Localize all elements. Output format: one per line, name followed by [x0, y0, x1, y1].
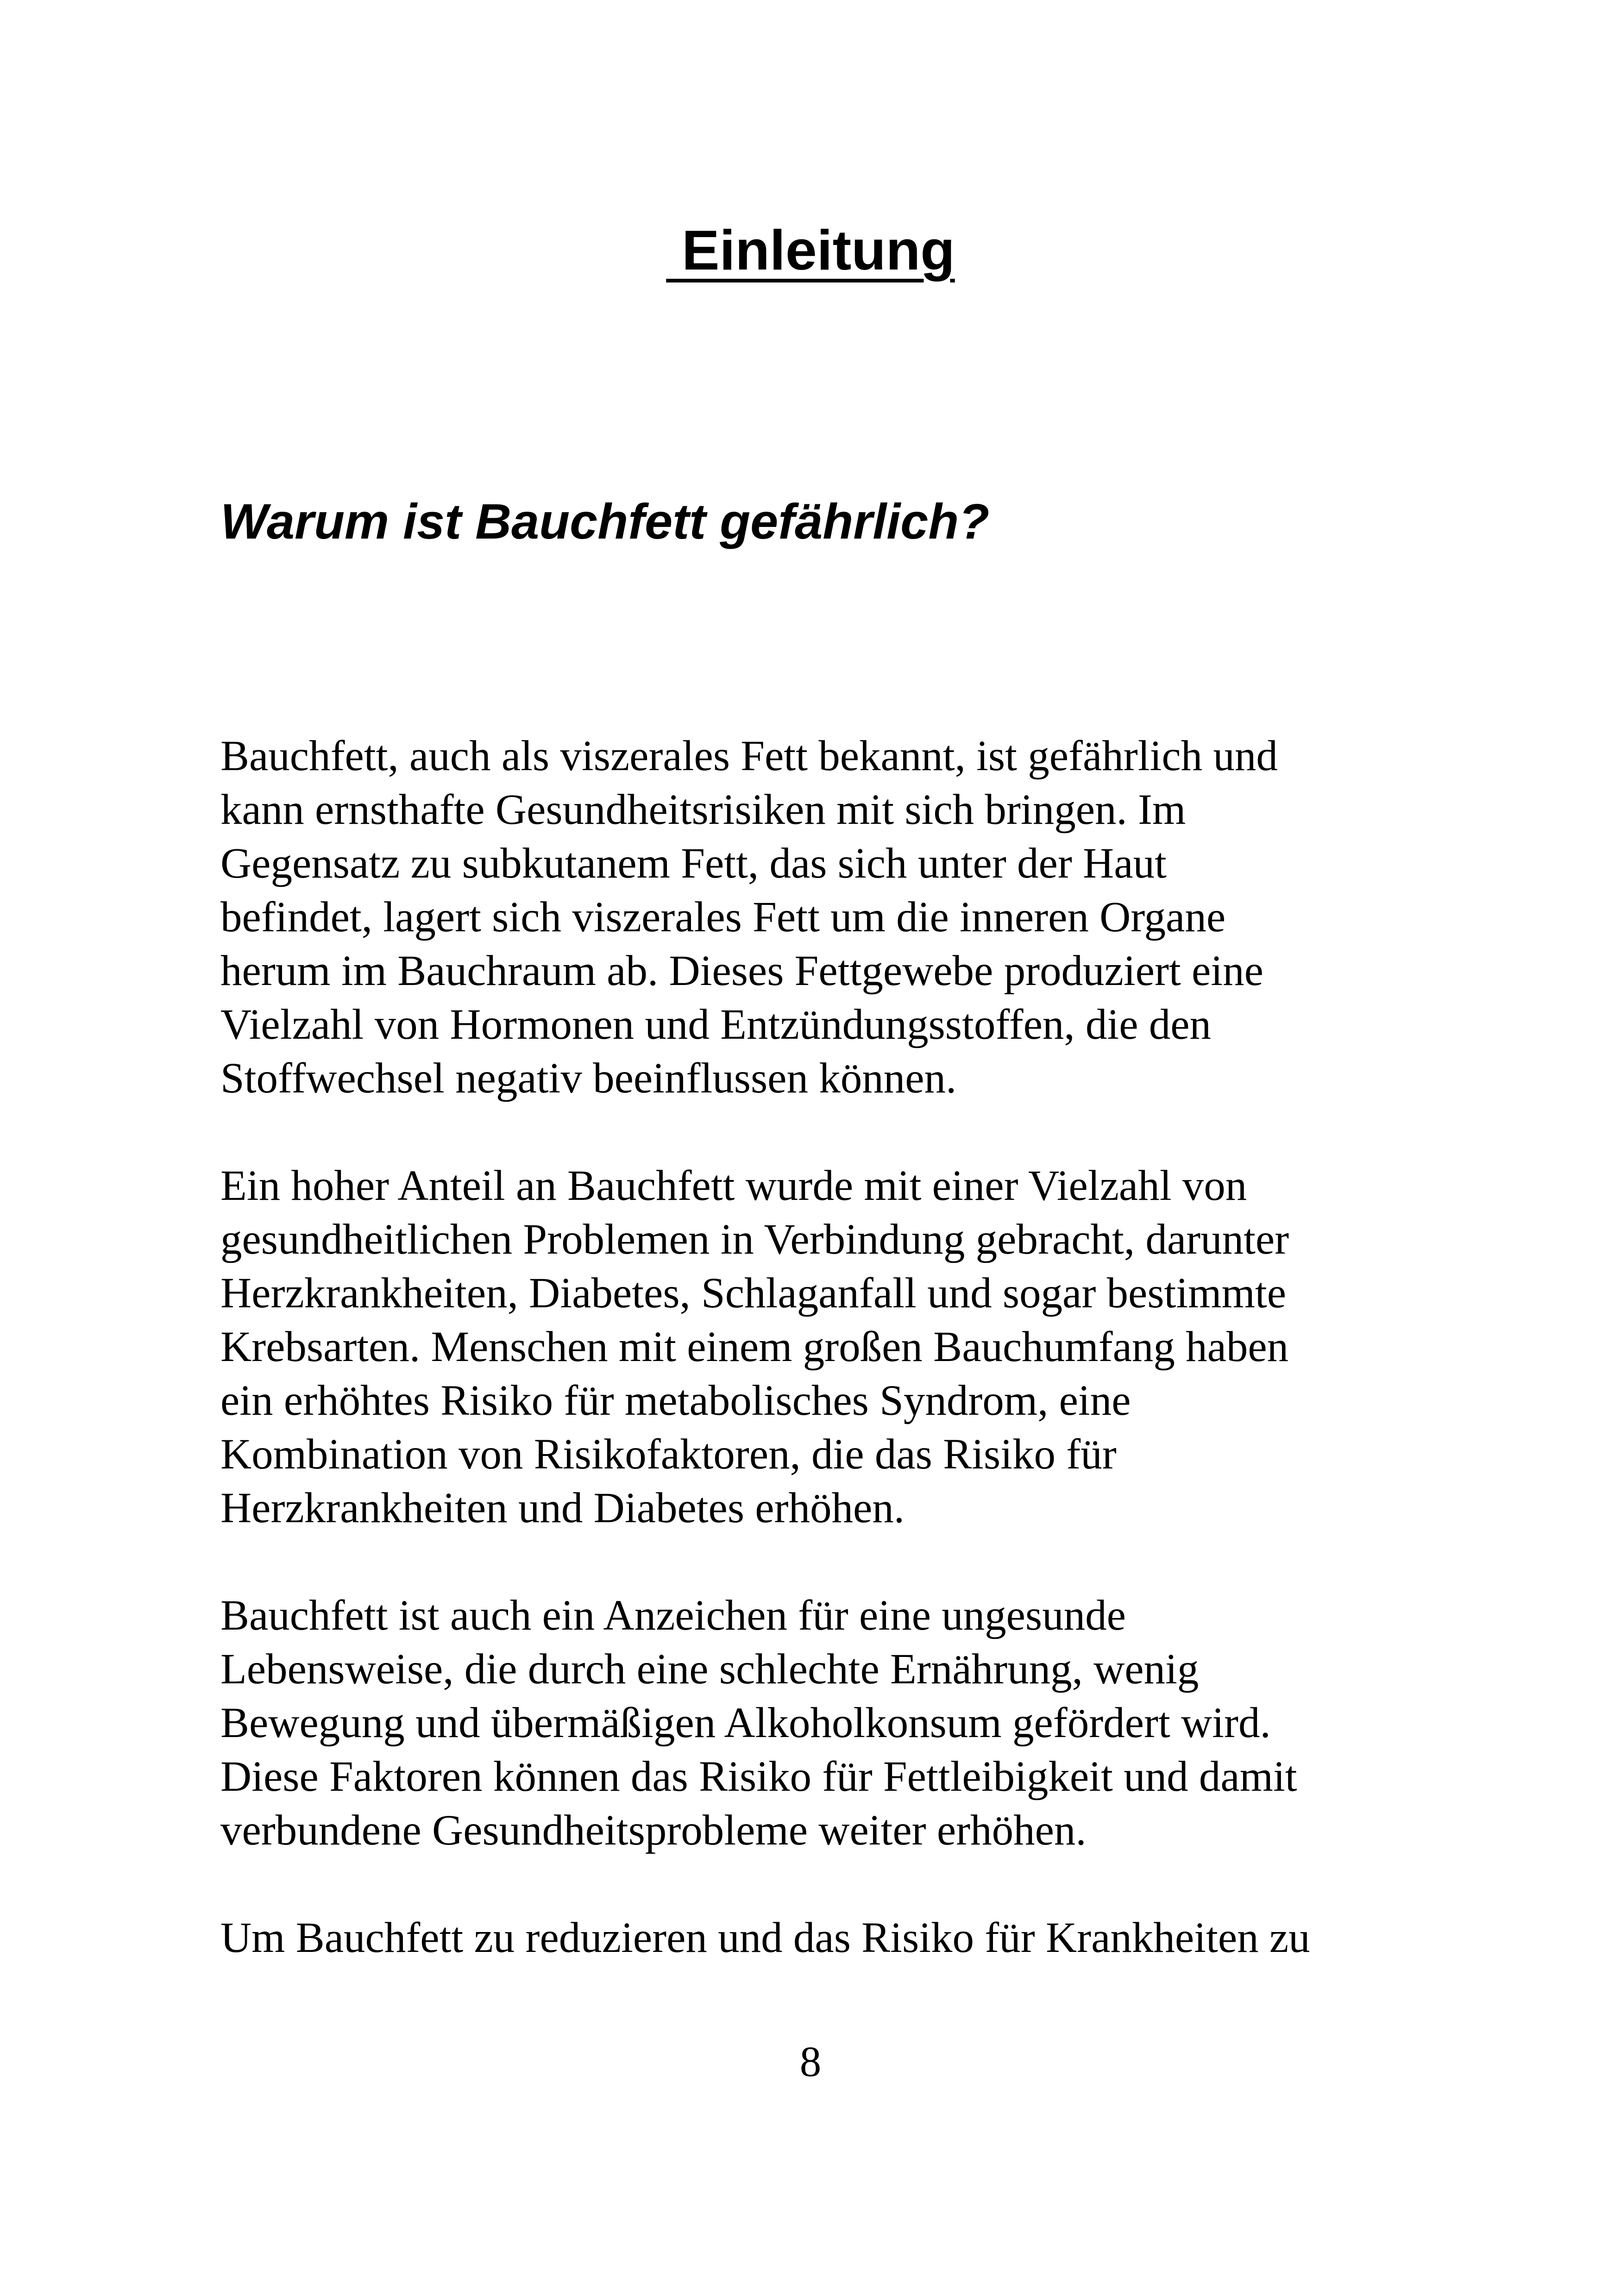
page-number: 8: [799, 2038, 822, 2086]
text-line: herum im Bauchraum ab. Dieses Fettgewebe produziert eine: [220, 947, 1263, 995]
section-heading: Warum ist Bauchfett gefährlich?: [220, 493, 990, 549]
paragraph: [220, 729, 1462, 1105]
text-line: ein erhöhtes Risiko für metabolisches Syndrom, eine: [220, 1377, 1131, 1424]
text-line: gesundheitlichen Problemen in Verbindung gebracht, darunter: [220, 1216, 1289, 1263]
paragraph: [220, 1911, 1462, 1965]
text-line: Ein hoher Anteil an Bauchfett wurde mit einer Vielzahl von: [220, 1162, 1247, 1210]
text-line: Bewegung und übermäßigen Alkoholkonsum gefördert wird.: [220, 1699, 1271, 1747]
text-line: Kombination von Risikofaktoren, die das Risiko für: [220, 1430, 1117, 1478]
text-line: kann ernsthafte Gesundheitsrisiken mit sich bringen. Im: [220, 786, 1186, 834]
text-line: Bauchfett, auch als viszerales Fett bekannt, ist gefährlich und: [220, 732, 1278, 780]
text-line: Bauchfett ist auch ein Anzeichen für eine ungesunde: [220, 1592, 1126, 1639]
text-line: Um Bauchfett zu reduzieren und das Risiko für Krankheiten zu: [220, 1914, 1310, 1962]
text-line: verbundene Gesundheitsprobleme weiter erhöhen.: [220, 1807, 1087, 1854]
text-line: Herzkrankheiten, Diabetes, Schlaganfall und sogar bestimmte: [220, 1269, 1286, 1317]
text-line: Krebsarten. Menschen mit einem großen Bauchumfang haben: [220, 1323, 1289, 1371]
text-line: befindet, lagert sich viszerales Fett um die inneren Organe: [220, 893, 1226, 941]
paragraph: [220, 1159, 1462, 1535]
text-line: Stoffwechsel negativ beeinflussen können.: [220, 1054, 957, 1102]
text-line: Vielzahl von Hormonen und Entzündungsstoffen, die den: [220, 1001, 1211, 1048]
text-line: Diese Faktoren können das Risiko für Fettleibigkeit und damit: [220, 1753, 1297, 1800]
text-line: Gegensatz zu subkutanem Fett, das sich unter der Haut: [220, 840, 1167, 887]
text-line: Herzkrankheiten und Diabetes erhöhen.: [220, 1484, 905, 1532]
paragraph: [220, 1589, 1462, 1857]
body-text: [220, 729, 1462, 2019]
chapter-title: Einleitung: [666, 219, 955, 282]
text-line: Lebensweise, die durch eine schlechte Ernährung, wenig: [220, 1645, 1199, 1693]
